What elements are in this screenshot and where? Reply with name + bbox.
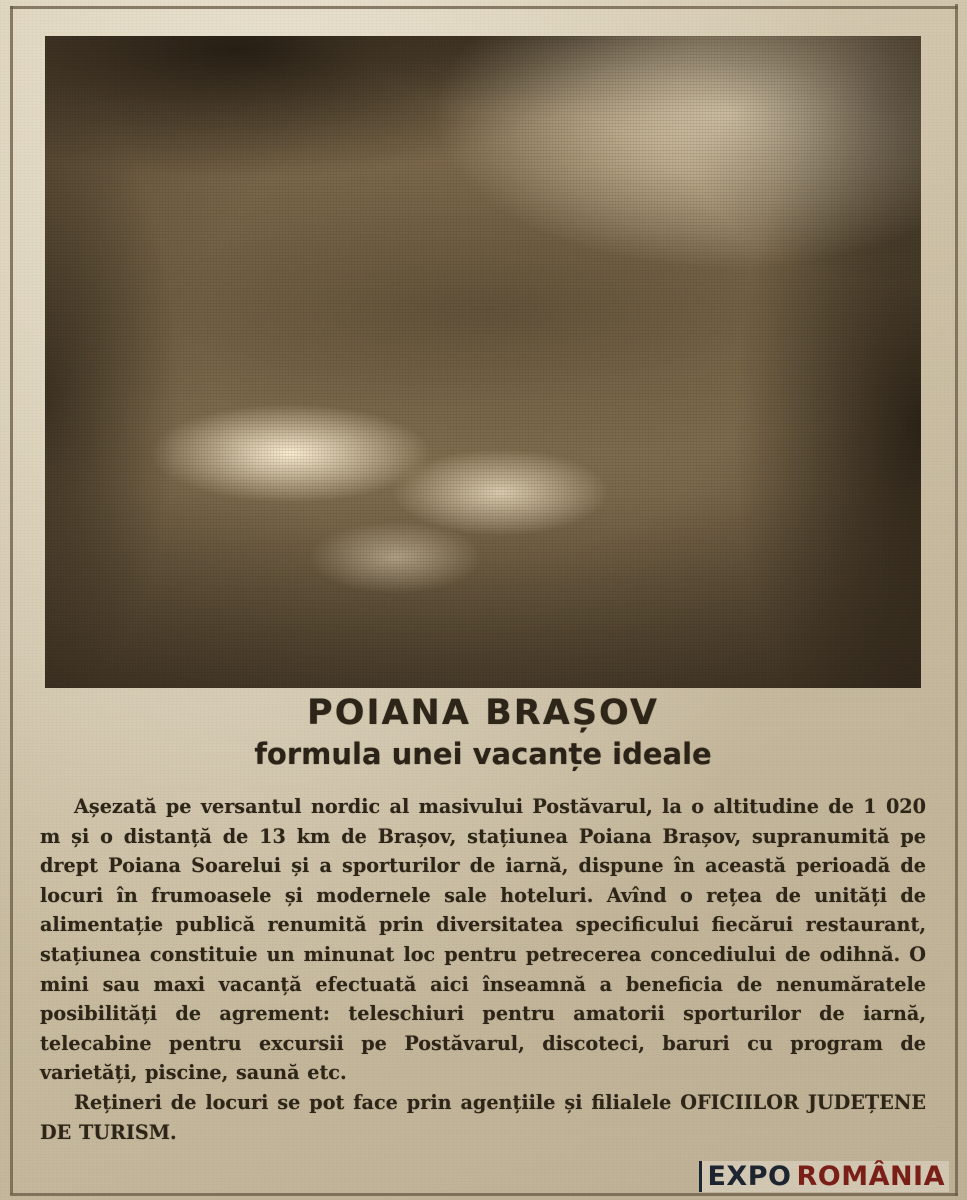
clipping-border-top [10,6,958,9]
watermark-expo-text: EXPO [699,1161,794,1192]
clipping-border-bottom [10,1193,958,1196]
watermark [699,1161,949,1192]
page-subtitle: formula unei vacanțe ideale [254,736,712,771]
clipping-border-right [955,4,958,1196]
clipping-border-left [10,6,13,1194]
article-paragraph: Rețineri de locuri se pot face prin agențiile și filialele OFICIILOR JUDEȚENE DE TURISM. [40,1090,926,1144]
watermark-romania-text: ROMÂNIA [794,1161,949,1192]
article-body [40,792,926,1147]
photo-vignette [45,36,921,688]
article-paragraph: Așezată pe versantul nordic al masivului Postăvarul, la o altitudine de 1 020 m și o distanță de 13 km de Brașov, stațiunea Poiana Brașov, supranumită pe drept Poiana Soarelui și a sporturilor de iarnă, dispune în această perioadă de locuri în frumoasele și modernele sale hoteluri. Avînd o rețea de unități de alimentație publică renumită prin diversitatea specificului fiecărui restaurant, stațiunea constituie un minunat loc pentru petrecerea concediului de odihnă. O mini sau maxi vacanță efectuată aici înseamnă a beneficia de nenumăratele posibilități de agrement: teleschiuri pentru amatorii sporturilor de iarnă, telecabine pentru excursii pe Postăvarul, discoteci, baruri cu program de varietăți, piscine, saună etc. [40,795,926,1085]
page-title: POIANA BRAȘOV [307,693,659,733]
headline-block [45,695,921,771]
article-photo [45,36,921,688]
